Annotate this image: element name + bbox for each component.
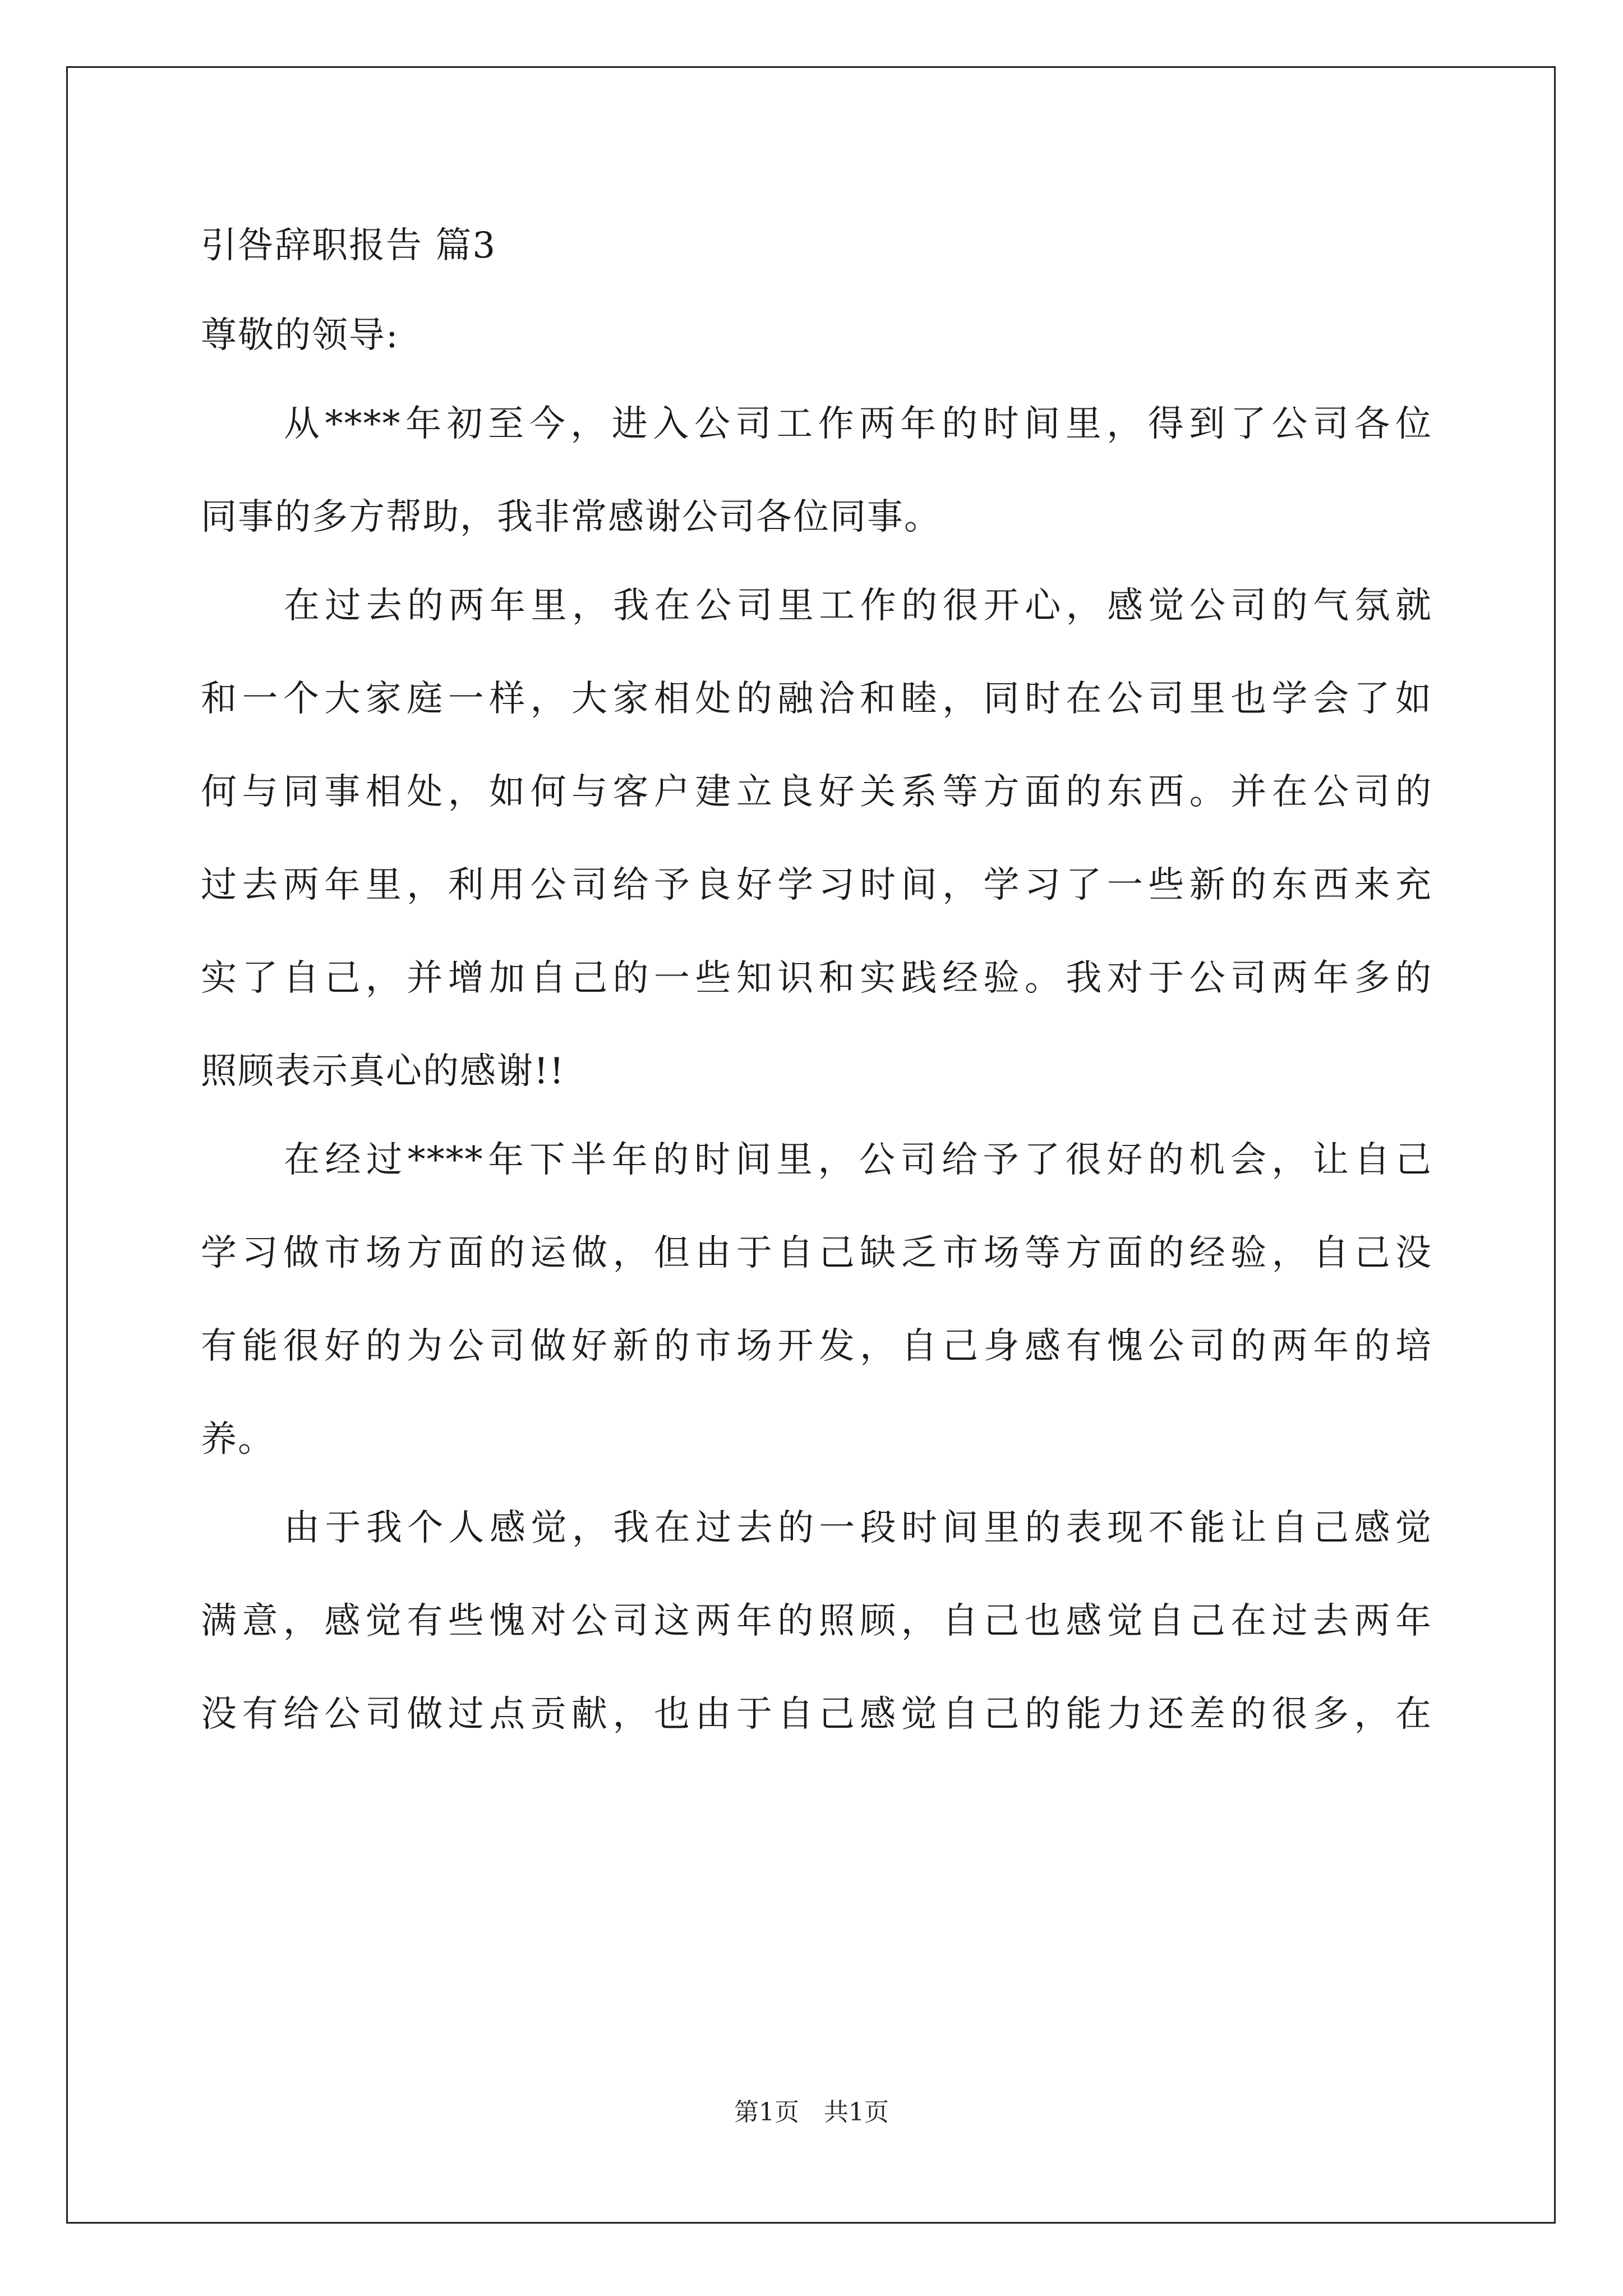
paragraph-line: 照顾表示真心的感谢!! [201, 1051, 565, 1092]
paragraph-line: 养。 [201, 1419, 275, 1460]
document-title: 引咎辞职报告 篇3 [201, 225, 497, 266]
paragraph-line: 没有给公司做过点贡献，也由于自己感觉自己的能力还差的很多，在 [201, 1694, 1432, 1735]
paragraph-2 [201, 582, 1432, 1096]
salutation: 尊敬的领导: [201, 315, 399, 356]
paragraph-line: 满意，感觉有些愧对公司这两年的照顾，自己也感觉自己在过去两年 [201, 1600, 1432, 1642]
paragraph-line: 从****年初至今，进入公司工作两年的时间里，得到了公司各位 [284, 403, 1432, 445]
paragraph-1 [201, 400, 1432, 541]
paragraph-line: 在经过****年下半年的时间里，公司给予了很好的机会，让自己 [284, 1139, 1432, 1181]
page-footer: 第1页 共1页 [734, 2098, 889, 2127]
paragraph-line: 在过去的两年里，我在公司里工作的很开心，感觉公司的气氛就 [284, 585, 1432, 627]
paragraph-line: 实了自己，并增加自己的一些知识和实践经验。我对于公司两年多的 [201, 958, 1432, 999]
paragraph-4 [201, 1504, 1432, 1738]
paragraph-line: 有能很好的为公司做好新的市场开发，自己身感有愧公司的两年的培 [201, 1326, 1432, 1367]
paragraph-line: 何与同事相处，如何与客户建立良好关系等方面的东西。并在公司的 [201, 771, 1432, 813]
paragraph-line: 和一个大家庭一样，大家相处的融洽和睦，同时在公司里也学会了如 [201, 678, 1432, 720]
paragraph-line: 同事的多方帮助，我非常感谢公司各位同事。 [201, 496, 941, 538]
document-body [201, 222, 1432, 1779]
paragraph-line: 过去两年里，利用公司给予良好学习时间，学习了一些新的东西来充 [201, 864, 1432, 906]
paragraph-3 [201, 1136, 1432, 1464]
paragraph-line: 学习做市场方面的运做，但由于自己缺乏市场等方面的经验，自己没 [201, 1232, 1432, 1274]
paragraph-line: 由于我个人感觉，我在过去的一段时间里的表现不能让自己感觉 [284, 1507, 1432, 1549]
